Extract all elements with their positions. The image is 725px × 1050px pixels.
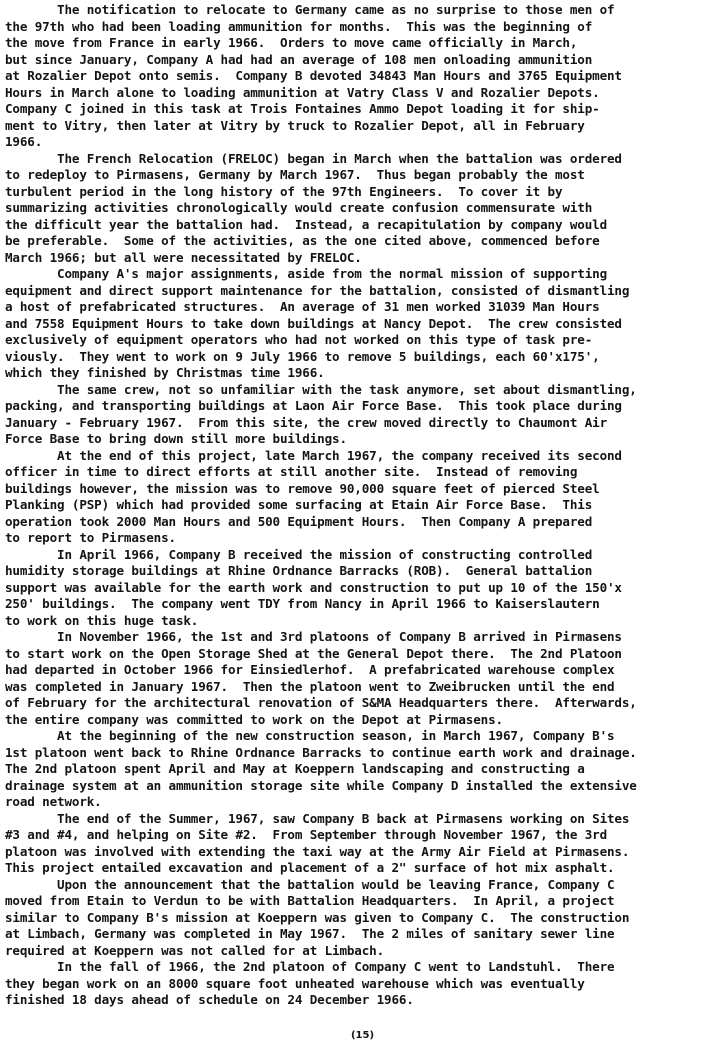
text-line: support was available for the earth work and construction to put up 10 of the 150'x bbox=[5, 579, 622, 595]
text-line: The French Relocation (FRELOC) began in March when the battalion was ordered bbox=[5, 150, 622, 166]
text-line: exclusively of equipment operators who had not worked on this type of task pre- bbox=[5, 332, 593, 347]
text-line: The notification to relocate to Germany came as no surprise to those men of bbox=[5, 2, 615, 17]
text-line: In April 1966, Company B received the mission of constructing controlled bbox=[5, 546, 593, 562]
text-line: Force Base to bring down still more buildings. bbox=[5, 431, 347, 446]
text-line: platoon was involved with extending the taxi way at the Army Air Field at Pirmasens. bbox=[5, 843, 630, 859]
text-line: 1st platoon went back to Rhine Ordnance Barracks to continue earth work and drainage. bbox=[5, 744, 637, 760]
text-line: Upon the announcement that the battalion would be leaving France, Company C bbox=[5, 876, 615, 892]
text-line: and 7558 Equipment Hours to take down buildings at Nancy Depot. The crew consisted bbox=[5, 315, 622, 331]
body-text bbox=[5, 2, 720, 1009]
text-line: equipment and direct support maintenance for the battalion, consisted of dismantling bbox=[5, 282, 630, 298]
text-line: moved from Etain to Verdun to be with Battalion Headquarters. In April, a project bbox=[5, 893, 615, 908]
text-line: the entire company was committed to work on the Depot at Pirmasens. bbox=[5, 711, 503, 727]
text-line: This project entailed excavation and placement of a 2" surface of hot mix asphalt. bbox=[5, 860, 615, 875]
text-line: a host of prefabricated structures. An average of 31 men worked 31039 Man Hours bbox=[5, 299, 600, 314]
text-line: viously. They went to work on 9 July 1966 to remove 5 buildings, each 60'x175', bbox=[5, 348, 600, 364]
text-line: The 2nd platoon spent April and May at Koeppern landscaping and constructing a bbox=[5, 761, 585, 776]
text-line: which they finished by Christmas time 1966. bbox=[5, 365, 325, 380]
text-line: to redeploy to Pirmasens, Germany by March 1967. Thus began probably the most bbox=[5, 167, 585, 182]
text-line: but since January, Company A had had an average of 108 men onloading ammunition bbox=[5, 51, 593, 67]
text-line: similar to Company B's mission at Koeppern was given to Company C. The construction bbox=[5, 909, 630, 925]
text-line: was completed in January 1967. Then the platoon went to Zweibrucken until the end bbox=[5, 678, 615, 694]
text-line: The same crew, not so unfamiliar with the task anymore, set about dismantling, bbox=[5, 381, 637, 397]
text-line: at Limbach, Germany was completed in May 1967. The 2 miles of sanitary sewer line bbox=[5, 926, 615, 941]
text-line: had departed in October 1966 for Einsiedlerhof. A prefabricated warehouse complex bbox=[5, 662, 615, 677]
text-line: 1966. bbox=[5, 134, 43, 149]
text-line: to work on this huge task. bbox=[5, 612, 199, 628]
text-line: ment to Vitry, then later at Vitry by truck to Rozalier Depot, all in February bbox=[5, 117, 585, 133]
text-line: they began work on an 8000 square foot unheated warehouse which was eventually bbox=[5, 975, 585, 991]
text-line: finished 18 days ahead of schedule on 24 December 1966. bbox=[5, 992, 414, 1007]
text-line: In the fall of 1966, the 2nd platoon of Company C went to Landstuhl. There bbox=[5, 959, 615, 974]
text-line: At the end of this project, late March 1967, the company received its second bbox=[5, 447, 622, 463]
text-line: road network. bbox=[5, 794, 102, 809]
text-line: At the beginning of the new construction season, in March 1967, Company B's bbox=[5, 728, 615, 743]
text-line: humidity storage buildings at Rhine Ordnance Barracks (ROB). General battalion bbox=[5, 563, 593, 578]
text-line: the move from France in early 1966. Orders to move came officially in March, bbox=[5, 35, 578, 50]
text-line: at Rozalier Depot onto semis. Company B devoted 34843 Man Hours and 3765 Equipment bbox=[5, 68, 622, 83]
text-line: #3 and #4, and helping on Site #2. From September through November 1967, the 3rd bbox=[5, 827, 607, 842]
text-line: packing, and transporting buildings at Laon Air Force Base. This took place during bbox=[5, 398, 622, 413]
text-line: turbulent period in the long history of the 97th Engineers. To cover it by bbox=[5, 183, 563, 199]
text-line: summarizing activities chronologically would create confusion commensurate with bbox=[5, 200, 593, 215]
text-line: January - February 1967. From this site, the crew moved directly to Chaumont Air bbox=[5, 414, 607, 430]
text-line: 250' buildings. The company went TDY from Nancy in April 1966 to Kaiserslautern bbox=[5, 596, 600, 611]
text-line: be preferable. Some of the activities, as the one cited above, commenced before bbox=[5, 233, 600, 248]
text-line: to report to Pirmasens. bbox=[5, 530, 176, 545]
text-line: Hours in March alone to loading ammunition at Vatry Class V and Rozalier Depots. bbox=[5, 84, 600, 100]
text-line: buildings however, the mission was to remove 90,000 square feet of pierced Steel bbox=[5, 480, 600, 496]
text-line: officer in time to direct efforts at still another site. Instead of removing bbox=[5, 464, 578, 479]
text-line: Planking (PSP) which had provided some surfacing at Etain Air Force Base. This bbox=[5, 497, 593, 512]
text-line: the 97th who had been loading ammunition for months. This was the beginning of bbox=[5, 18, 593, 34]
text-line: Company A's major assignments, aside from the normal mission of supporting bbox=[5, 266, 607, 281]
text-line: the difficult year the battalion had. Instead, a recapitulation by company would bbox=[5, 216, 607, 232]
text-line: to start work on the Open Storage Shed at the General Depot there. The 2nd Platoon bbox=[5, 645, 622, 661]
text-line: Company C joined in this task at Trois Fontaines Ammo Depot loading it for ship- bbox=[5, 101, 600, 116]
text-line: drainage system at an ammunition storage site while Company D installed the extensive bbox=[5, 777, 637, 793]
text-line: required at Koeppern was not called for at Limbach. bbox=[5, 942, 385, 958]
text-line: of February for the architectural renovation of S&MA Headquarters there. Afterwards, bbox=[5, 695, 637, 710]
page-number: (15) bbox=[350, 1030, 375, 1041]
text-line: The end of the Summer, 1967, saw Company B back at Pirmasens working on Sites bbox=[5, 810, 630, 826]
text-line: In November 1966, the 1st and 3rd platoons of Company B arrived in Pirmasens bbox=[5, 629, 622, 644]
text-line: March 1966; but all were necessitated by FRELOC. bbox=[5, 249, 362, 265]
text-line: operation took 2000 Man Hours and 500 Equipment Hours. Then Company A prepared bbox=[5, 513, 593, 529]
